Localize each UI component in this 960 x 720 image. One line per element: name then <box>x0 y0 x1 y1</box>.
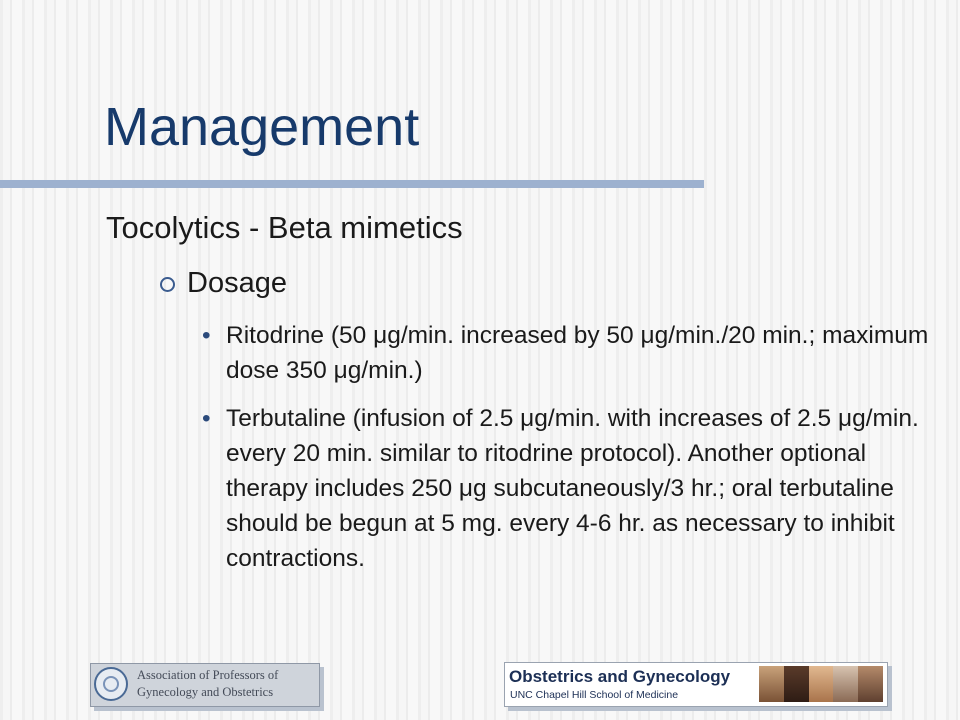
apgo-line1: Association of Professors of <box>137 668 279 682</box>
slide-title: Management <box>104 97 420 157</box>
apgo-line2: Gynecology and Obstetrics <box>137 685 274 699</box>
photo-thumbnail <box>833 666 858 702</box>
bullet-list <box>200 318 935 589</box>
apgo-logo <box>90 663 320 707</box>
photo-thumbnail <box>759 666 784 702</box>
level2-item <box>160 267 287 300</box>
apgo-logo-text <box>137 667 278 701</box>
bullet-dot-icon: • <box>202 405 211 432</box>
unc-logo-title: Obstetrics and Gynecology <box>509 667 731 686</box>
photo-thumbnail <box>784 666 809 702</box>
unc-logo-subtitle: UNC Chapel Hill School of Medicine <box>510 689 679 701</box>
seal-icon <box>94 667 128 701</box>
photo-thumbnail <box>809 666 834 702</box>
ring-bullet-icon <box>160 277 175 292</box>
bullet-dot-icon: • <box>202 322 211 349</box>
photo-strip <box>759 666 883 702</box>
bullet-item-ritodrine <box>200 318 935 388</box>
bullet-item-terbutaline <box>200 401 935 576</box>
photo-thumbnail <box>858 666 883 702</box>
title-divider <box>0 180 704 188</box>
bullet-text: Terbutaline (infusion of 2.5 μg/min. with increases of 2.5 μg/min. every 20 min. similar to ritodrine protocol). Another optional therapy includes 250 μg subcutaneously/3 hr.; oral terbutaline should be begun at 5 mg. every 4-6 hr. as necessary to inhibit contractions. <box>226 405 919 572</box>
level1-heading: Tocolytics - Beta mimetics <box>106 210 463 245</box>
level2-label: Dosage <box>187 267 287 299</box>
bullet-text: Ritodrine (50 μg/min. increased by 50 μg/min./20 min.; maximum dose 350 μg/min.) <box>226 322 929 384</box>
unc-obgyn-logo <box>504 662 888 707</box>
